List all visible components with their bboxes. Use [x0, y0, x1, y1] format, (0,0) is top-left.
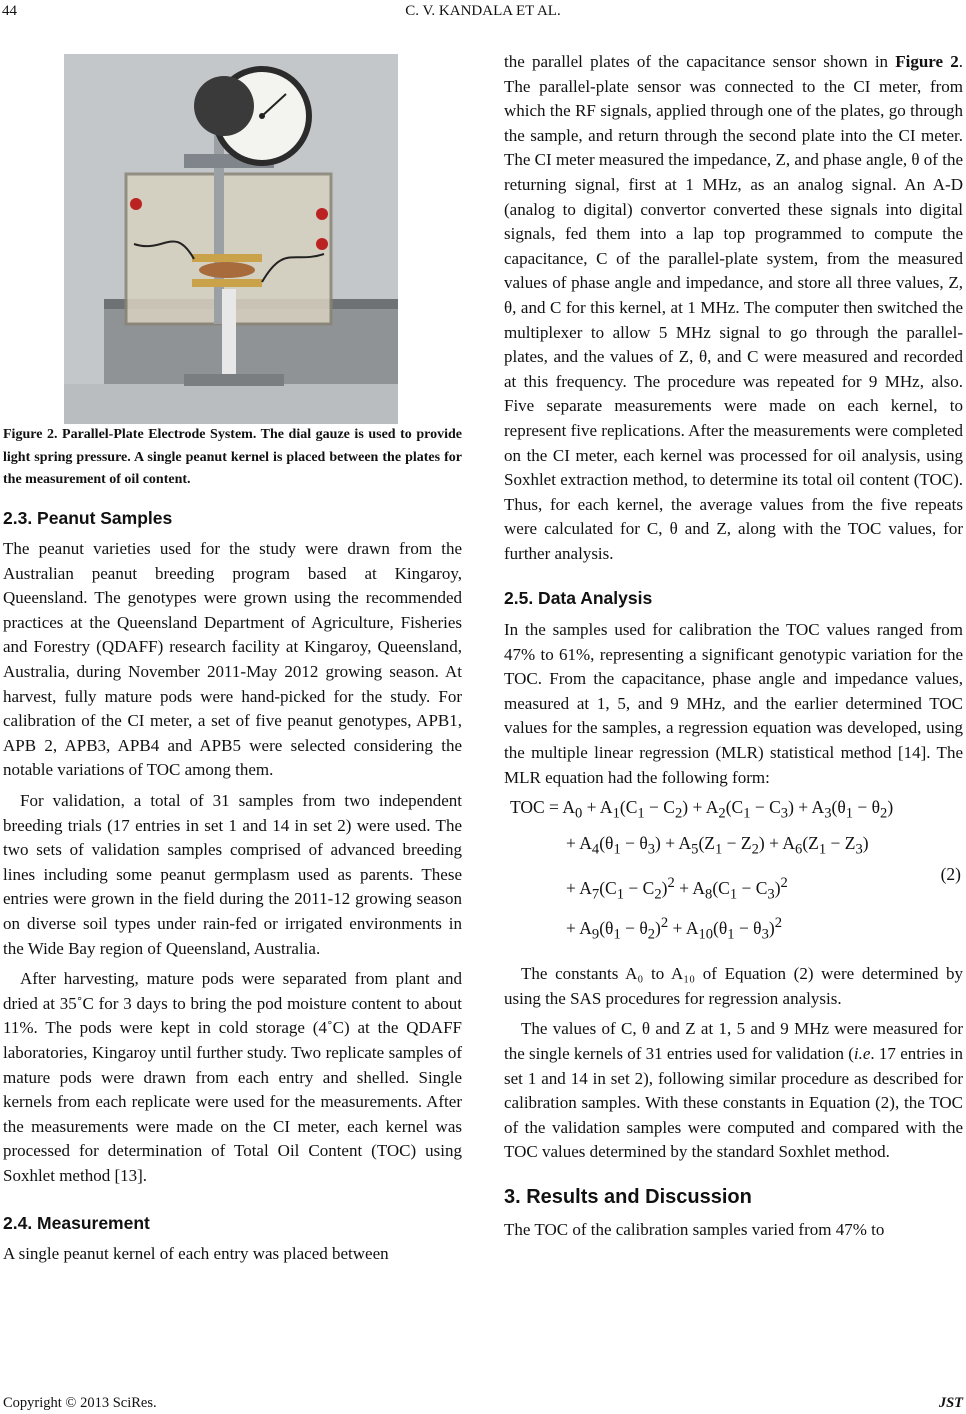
equation-number: (2)	[940, 864, 961, 885]
section-2-3-heading: 2.3. Peanut Samples	[3, 507, 173, 528]
page-number: 44	[2, 3, 17, 19]
paragraph	[504, 50, 963, 566]
paragraph: The peanut varieties used for the study were drawn from the Australian peanut breeding program based at Kingaroy, Queensland. The genotypes were grown using the recommended practices at the Queensland Department of Agriculture, Fisheries and Forestry (QDAFF) research facility at Kingaroy, Queensland, Australia, during November 2011-May 2012 growing season. At harvest, fully mature pods were hand-picked for the study. For calibration of the CI meter, a set of five peanut genotypes, APB1, APB 2, APB3, APB4 and APB5 were selected considering the notable variations of TOC among them.	[3, 539, 462, 780]
section-2-4-heading: 2.4. Measurement	[3, 1212, 150, 1233]
paragraph-text: The values of C, θ and Z at 1, 5 and 9 MHz were measured for the single kernels of 31 entries used for validation (	[504, 1019, 963, 1063]
paragraph-text: . The parallel-plate sensor was connected to the CI meter, from which the RF signals, applied through one of the plates, go through the sample, and return through the second plate into the CI meter. The CI meter measured the impedance, Z, and phase angle, θ of the returning signal, first at 1 MHz, as an analog signal. An A-D (analog to digital) convertor converted these signals into digital signals, fed them into a lap top programmed to compute the capacitance, C of the parallel-plate system, from the measured values of phase angle and impedance, and store all three values, Z, θ, and C for this kernel, at 1 MHz. The computer then switched the multiplexer to allow 5 MHz signal to go through the parallel-plates, and the values of Z, θ, and C were measured and recorded at this frequency. The procedure was repeated for 9 MHz, also. Five separate measurements were made on each kernel, to represent five replications. After the measurements were completed on the CI meter, each kernel was processed for oil analysis, using Soxhlet extraction method, to determine its total oil content (TOC). Thus, for each kernel, the average values from the five repeats were calculated for C, θ and Z, along with the TOC values, for further analysis.	[504, 52, 963, 563]
section-2-5-heading: 2.5. Data Analysis	[504, 588, 653, 609]
figure-2-caption: Figure 2. Parallel-Plate Electrode System. The dial gauze is used to provide light spring pressure. A single peanut kernel is placed between the plates for the measurement of oil content.	[3, 427, 462, 487]
equation-line: + $A_4(\theta_1 - \theta_3) + A_5(Z_1 - Z_2) + A_6(Z_1 - Z_3)$	[566, 833, 869, 858]
paragraph-text: . 17 entries in set 1 and 14 in set 2), following similar procedure as described for calibration samples. With these constants in Equation (2), the TOC of the validation samples were computed and compared with the TOC values determined by the standard Soxhlet method.	[504, 1044, 963, 1162]
paragraph: The TOC of the calibration samples varied from 47% to	[504, 1219, 885, 1239]
journal-abbreviation: JST	[938, 1395, 963, 1411]
section-3-heading: 3. Results and Discussion	[504, 1185, 752, 1208]
equation-line: + $A_9(\theta_1 - \theta_2)^2 + A_{10}(\theta_1 - \theta_3)^2$	[566, 915, 782, 943]
running-head: C. V. KANDALA ET AL.	[405, 3, 561, 19]
figure-reference[interactable]: Figure 2	[895, 52, 959, 71]
page-header	[0, 0, 966, 26]
paragraph: In the samples used for calibration the TOC values ranged from 47% to 61%, representing a significant genotypic variation for the TOC. From the capacitance, phase angle and impedance values, measured at 1, 5, and 9 MHz, and the earlier determined TOC values for the samples, a regression equation was developed, using the multiple linear regression (MLR) statistical method [14]. The MLR equation had the following form:	[504, 620, 963, 787]
equation-line: TOC = $A_0 + A_1(C_1 - C_2) + A_2(C_1 - C_3) + A_3(\theta_1 - \theta_2)$	[510, 797, 894, 822]
italic-text: i.e	[853, 1044, 871, 1063]
parallel-plate-apparatus-illustration	[64, 54, 398, 424]
paragraph: A single peanut kernel of each entry was placed between	[3, 1244, 389, 1264]
figure-2-photo	[64, 54, 398, 424]
paragraph: For validation, a total of 31 samples from two independent breeding trials (17 entries in set 1 and 14 in set 2) were used. The two sets of validation samples comprised of advanced breeding lines including some peanut germplasm used as parents. These entries were grown in the field during the 2011-12 growing season on diverse soil types under rain-fed or irrigated environments in the Wide Bay region of Queensland, Australia.	[3, 791, 462, 958]
equation-2	[504, 792, 963, 972]
equation-line: + $A_7(C_1 - C_2)^2 + A_8(C_1 - C_3)^2$	[566, 875, 788, 903]
paragraph: The constants A₀ to A₁₀ of Equation (2) were determined by using the SAS procedures for regression analysis.	[504, 964, 963, 1008]
paragraph: After harvesting, mature pods were separated from plant and dried at 35˚C for 3 days to bring the pod moisture content to about 11%. The pods were kept in cold storage (4˚C) at the QDAFF laboratories, Kingaroy until further study. Two replicate samples of mature pods were drawn from each entry and shelled. Single kernels from each replicate were used for the measurements. After the measurements were made on the CI meter, each kernel was processed for determination of Total Oil Content (TOC) using Soxhlet method [13].	[3, 969, 462, 1185]
paragraph-text: the parallel plates of the capacitance sensor shown in	[504, 52, 896, 71]
page-footer	[0, 1390, 966, 1414]
left-column	[3, 50, 462, 1267]
right-column	[504, 50, 963, 1242]
paragraph	[504, 1017, 963, 1165]
copyright-notice: Copyright © 2013 SciRes.	[3, 1395, 157, 1411]
